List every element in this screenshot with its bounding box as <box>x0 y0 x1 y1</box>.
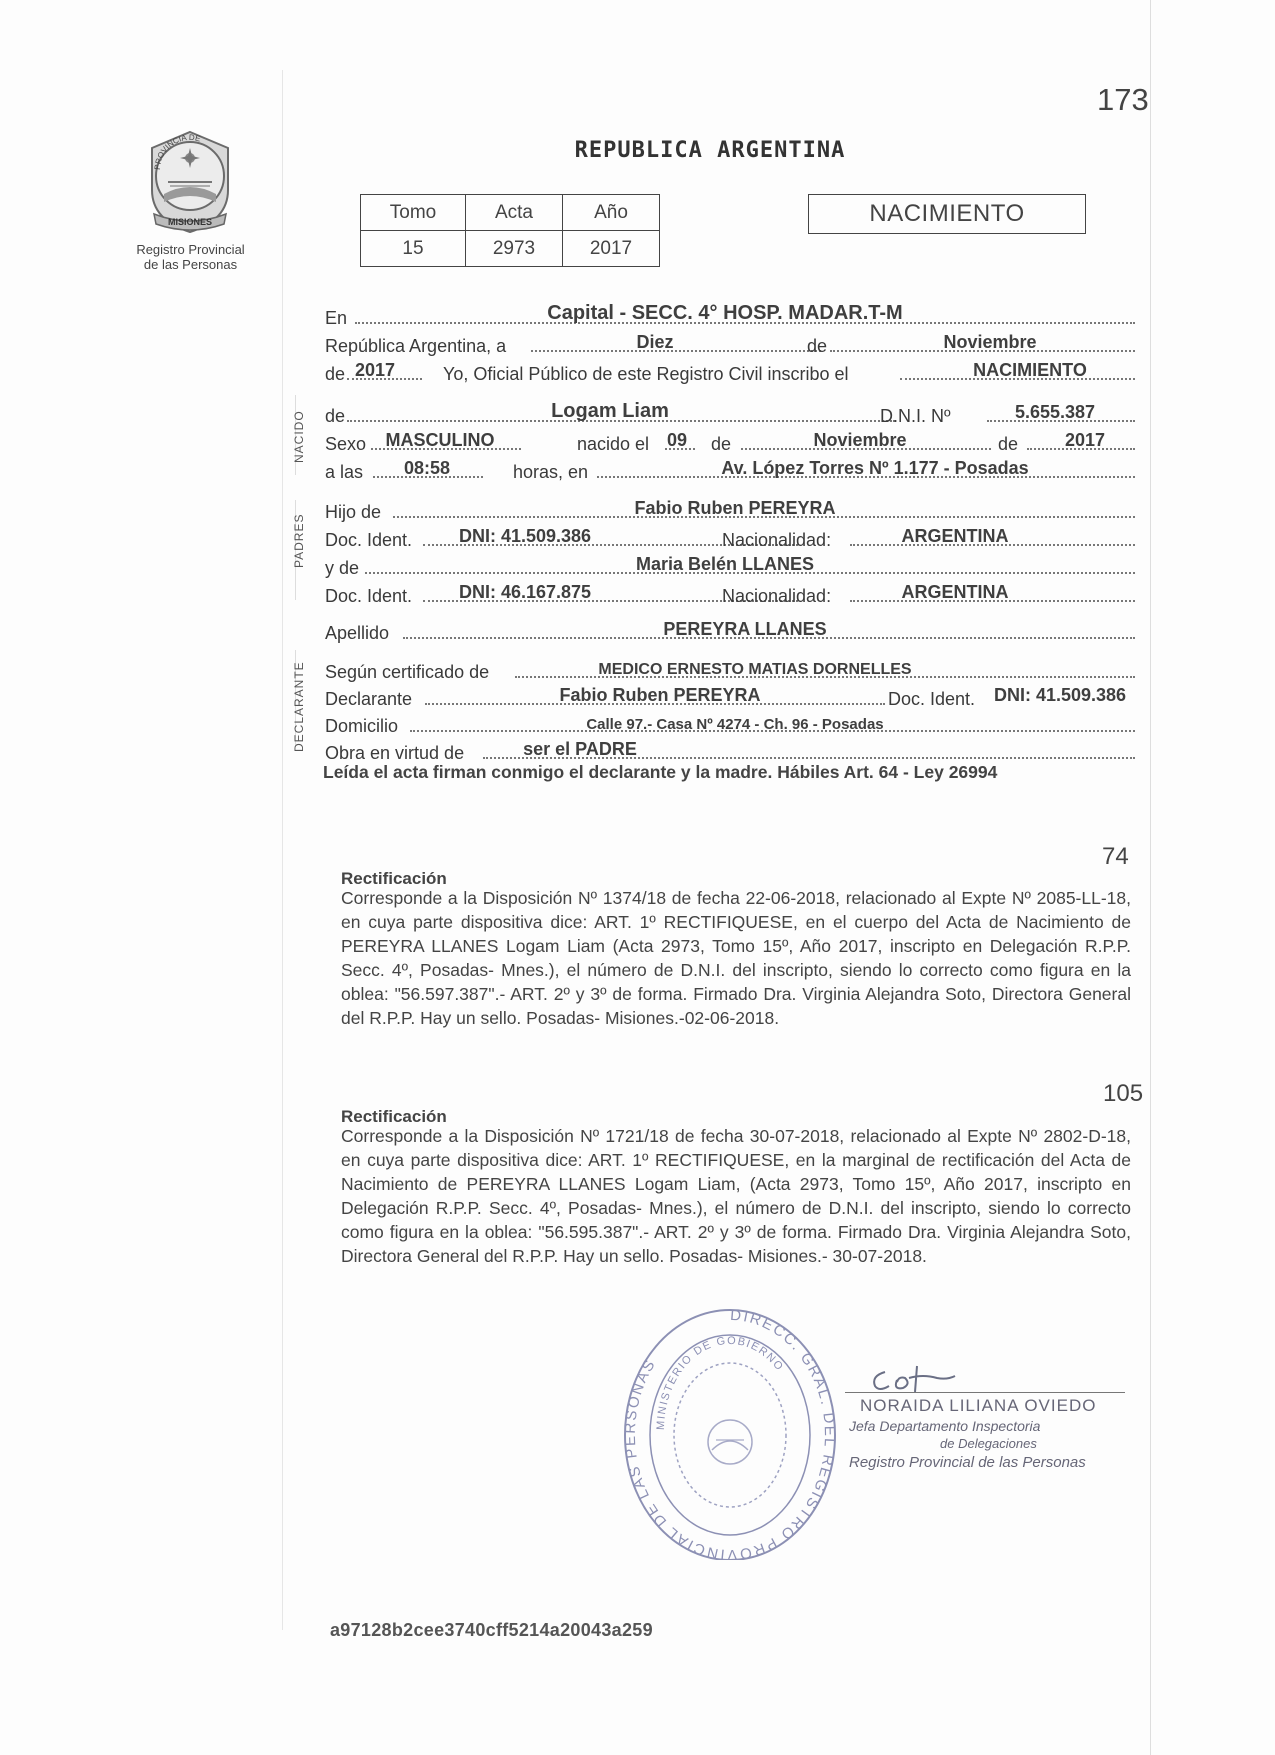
value-domicilio: Calle 97.- Casa Nº 4274 - Ch. 96 - Posadas <box>586 716 884 733</box>
value-padre: Fabio Ruben PEREYRA <box>634 498 836 518</box>
label-y-de: y de <box>325 558 360 578</box>
page-number: 173 <box>1097 82 1149 117</box>
label-de-mes: de <box>807 336 828 356</box>
row-madre-doc <box>325 580 1135 606</box>
value-madre-doc: DNI: 46.167.875 <box>458 582 592 602</box>
value-anio: 2017 <box>354 360 396 380</box>
value-certificado: MEDICO ERNESTO MATIAS DORNELLES <box>598 661 912 678</box>
row-madre <box>325 552 1135 578</box>
value-padre-nac: ARGENTINA <box>901 526 1009 546</box>
value-nombre: Logam Liam <box>551 400 669 422</box>
row-domicilio <box>325 710 1135 736</box>
label-de-anio-nac: de <box>998 434 1019 454</box>
row-certificado <box>325 656 1135 682</box>
note-number: 105 <box>1103 1080 1144 1107</box>
registry-seal <box>140 128 240 245</box>
row-hora <box>325 456 1135 482</box>
label-apellido: Apellido <box>325 623 390 643</box>
value-acto: NACIMIENTO <box>973 360 1087 380</box>
value-lugar-nac: Av. López Torres Nº 1.177 - Posadas <box>721 458 1029 478</box>
document-title: REPUBLICA ARGENTINA <box>574 138 846 163</box>
registry-caption: Registro Provincial de las Personas <box>136 242 245 272</box>
label-hijo-de: Hijo de <box>325 502 382 522</box>
label-de-mes-nac: de <box>711 434 732 454</box>
row-lugar <box>325 302 1135 328</box>
side-label-declarante: DECLARANTE <box>292 661 306 752</box>
value-madre: Maria Belén LLANES <box>635 554 815 574</box>
value-madre-nac: ARGENTINA <box>901 582 1009 602</box>
value-obra: ser el PADRE <box>523 739 637 759</box>
label-segun-certificado: Según certificado de <box>325 662 490 682</box>
label-dni: D.N.I. Nº <box>880 406 951 426</box>
acta-value: 2973 <box>466 231 563 267</box>
row-nombre <box>325 400 1135 426</box>
value-lugar: Capital - SECC. 4° HOSP. MADAR.T-M <box>547 302 903 324</box>
record-table <box>360 194 660 267</box>
value-padre-doc: DNI: 41.509.386 <box>458 526 592 546</box>
label-doc-ident: Doc. Ident. <box>325 530 413 550</box>
svg-text:MINISTERIO DE GOBIERNO: MINISTERIO DE GOBIERNO <box>654 1334 786 1431</box>
note-text: Corresponde a la Disposición Nº 1721/18 de fecha 30-07-2018, relacionado al Expte Nº 2802-D-18, en cuya parte dispositiva dice: ART. 1º RECTIFIQUESE, en la marginal de rectificación del Acta de Nacimiento de PEREYRA LLANES Logam Liam, (Acta 2973, Tomo 15º, Año 2017, inscripto en Delegación R.P.P. Secc. 4º, Posadas- Mnes.), el número de D.N.I. del inscripto, siendo lo correcto como figura en la oblea: "56.595.387".- ART. 2º y 3º de forma. Firmado Dra. Virginia Alejandra Soto, Directora General del R.P.P. Hay un sello. Posadas- Misiones.- 30-07-2018. <box>341 1126 1131 1266</box>
signer-role: Jefa Departamento Inspectoria <box>849 1418 1041 1434</box>
svg-text:DIRECC. GRAL. DEL REGISTRO PRO: DIRECC. GRAL. DEL REGISTRO PROVINCIAL DE LAS PERSONAS <box>621 1306 839 1560</box>
value-dia: Diez <box>636 332 674 352</box>
label-republica: República Argentina, a <box>325 336 507 356</box>
note-text: Corresponde a la Disposición Nº 1374/18 de fecha 22-06-2018, relacionado al Expte Nº 2085-LL-18, en cuya parte dispositiva dice: ART. 1º RECTIFIQUESE, en el cuerpo del Acta de Nacimiento de PEREYRA LLANES Logam Liam (Acta 2973, Tomo 15º, Año 2017, inscripto en Delegación R.P.P. Secc. 4º, Posadas- Mnes.), el número de D.N.I. del inscripto, siendo lo correcto como figura en la oblea: "56.597.387".- ART. 2º y 3º de forma. Firmado Dra. Virginia Alejandra Soto, Directora General del R.P.P. Hay un sello. Posadas- Misiones.-02-06-2018. <box>341 888 1131 1028</box>
svg-text:MISIONES: MISIONES <box>167 217 213 227</box>
label-doc-ident: Doc. Ident. <box>888 689 976 709</box>
value-anio-nac: 2017 <box>1064 430 1106 450</box>
anio-value: 2017 <box>563 231 660 267</box>
tomo-value: 15 <box>361 231 466 267</box>
svg-text:PROVINCIA DE: PROVINCIA DE <box>152 132 202 171</box>
label-sexo: Sexo <box>325 434 367 454</box>
label-nacionalidad: Nacionalidad: <box>722 586 832 606</box>
row-padre <box>325 496 1135 522</box>
label-nacido-el: nacido el <box>577 434 650 454</box>
label-declarante: Declarante <box>325 689 413 709</box>
label-obra: Obra en virtud de <box>325 743 465 763</box>
label-nacionalidad: Nacionalidad: <box>722 530 832 550</box>
value-apellido: PEREYRA LLANES <box>663 619 827 639</box>
acta-header: Acta <box>466 195 563 231</box>
row-acto <box>325 358 1135 384</box>
row-declarante <box>325 683 1135 709</box>
document-hash: a97128b2cee3740cff5214a20043a259 <box>330 1620 653 1640</box>
tomo-header: Tomo <box>361 195 466 231</box>
note-number: 74 <box>1102 843 1129 870</box>
stamp-seal-icon <box>620 1300 840 1560</box>
row-padre-doc <box>325 524 1135 550</box>
margin-line <box>282 70 283 1630</box>
signer-office: Registro Provincial de las Personas <box>849 1454 1086 1471</box>
official-stamp <box>620 1300 840 1560</box>
record-type: NACIMIENTO <box>808 194 1086 234</box>
side-label-nacido: NACIDO <box>292 410 306 463</box>
label-doc-ident: Doc. Ident. <box>325 586 413 606</box>
label-yo-oficial: Yo, Oficial Público de este Registro Civil inscribo el <box>443 364 849 384</box>
signature-scribble-icon <box>867 1362 957 1396</box>
label-a-las: a las <box>325 462 364 482</box>
value-mes-nac: Noviembre <box>813 430 907 450</box>
anio-header: Año <box>563 195 660 231</box>
label-de-anio: de <box>325 364 346 384</box>
label-de-nombre: de <box>325 406 346 426</box>
value-declarante-doc: DNI: 41.509.386 <box>993 685 1127 705</box>
signer-role: de Delegaciones <box>940 1436 1037 1451</box>
value-declarante: Fabio Ruben PEREYRA <box>559 685 761 705</box>
row-apellido <box>325 617 1135 643</box>
label-domicilio: Domicilio <box>325 716 399 736</box>
row-fecha <box>325 330 1135 356</box>
signer-name: NORAIDA LILIANA OVIEDO <box>860 1396 1097 1415</box>
value-hora: 08:58 <box>403 458 451 478</box>
value-mes: Noviembre <box>943 332 1037 352</box>
coat-of-arms-icon <box>140 128 240 240</box>
page-edge <box>1150 0 1151 1755</box>
note-heading: Rectificación <box>341 869 447 888</box>
row-sexo <box>325 428 1135 454</box>
label-horas-en: horas, en <box>513 462 589 482</box>
note-heading: Rectificación <box>341 1107 447 1126</box>
value-dni: 5.655.387 <box>1014 402 1096 422</box>
closing-statement: Leída el acta firman conmigo el declarante y la madre. Hábiles Art. 64 - Ley 26994 <box>323 762 998 782</box>
value-dia-nac: 09 <box>666 430 688 450</box>
label-en: En <box>325 308 348 328</box>
value-sexo: MASCULINO <box>385 430 495 450</box>
side-label-padres: PADRES <box>292 513 306 568</box>
